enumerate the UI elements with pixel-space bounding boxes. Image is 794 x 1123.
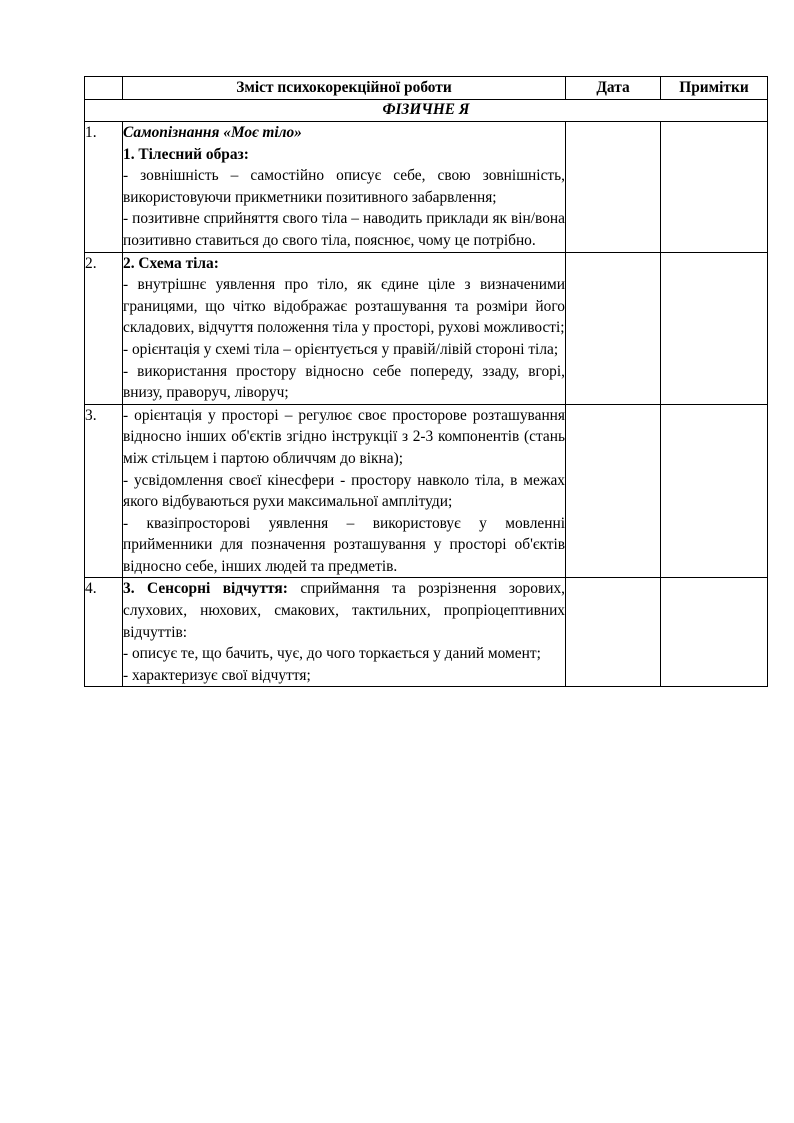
header-date: Дата [566, 77, 661, 100]
section-row [85, 100, 768, 122]
row-content [123, 578, 566, 687]
row-content [123, 122, 566, 253]
table-row [85, 252, 768, 404]
row-notes [661, 122, 768, 253]
row-subtitle: 2. Схема тіла: [123, 254, 219, 272]
row-title: Самопізнання «Моє тіло» [123, 124, 302, 141]
row-content [123, 252, 566, 404]
row-number: 2. [85, 252, 123, 404]
row-line: - характеризує свої відчуття; [123, 666, 311, 684]
row-subtitle-paragraph [123, 578, 565, 643]
row-subtitle: 3. Сенсорні відчуття: [123, 580, 288, 598]
row-subtitle: 1. Тілесний образ: [123, 145, 249, 163]
row-content [123, 404, 566, 578]
row-number: 4. [85, 578, 123, 687]
row-number: 3. [85, 404, 123, 578]
row-line: - орієнтація у просторі – регулює своє просторове розташування відносно інших об'єктів згідно інструкції з 2-3 компонентів (стань між стільцем і партою обличчям до вікна); [123, 406, 565, 467]
correction-plan-table [84, 76, 768, 687]
row-line: - використання простору відносно себе попереду, ззаду, вгорі, внизу, праворуч, ліворуч; [123, 362, 565, 402]
row-line: - позитивне сприйняття свого тіла – наводить приклади як він/вона позитивно ставиться до свого тіла, пояснює, чому це потрібно. [123, 210, 565, 249]
row-notes [661, 578, 768, 687]
table-row [85, 578, 768, 687]
row-subtitle-rest: сприймання та розрізнення зорових, слухових, нюхових, смакових, тактильних, пропріоцептивних відчуттів: [123, 580, 565, 641]
row-line: - описує те, що бачить, чує, до чого торкається у даний момент; [123, 645, 541, 663]
table-header-row [85, 77, 768, 100]
row-notes [661, 404, 768, 578]
row-notes [661, 252, 768, 404]
header-content: Зміст психокорекційної роботи [123, 77, 566, 100]
row-number: 1. [85, 122, 123, 253]
header-number [85, 77, 123, 100]
row-line: - квазіпросторові уявлення – використовує у мовленні прийменники для позначення розташування у просторі об'єктів відносно себе, інших людей та предметів. [123, 514, 565, 575]
table-row [85, 122, 768, 253]
row-line: - орієнтація у схемі тіла – орієнтується у правій/лівій стороні тіла; [123, 340, 559, 358]
table-row [85, 404, 768, 578]
row-date [566, 404, 661, 578]
row-line: - внутрішнє уявлення про тіло, як єдине ціле з визначеними границями, що чітко відображає розташування та розміри його складових, відчуття положення тіла у просторі, рухові можливості; [123, 276, 565, 337]
header-notes: Примітки [661, 77, 768, 100]
section-title: ФІЗИЧНЕ Я [85, 100, 768, 122]
row-date [566, 252, 661, 404]
row-line: - зовнішність – самостійно описує себе, свою зовнішність, використовуючи прикметники позитивного забарвлення; [123, 167, 565, 206]
row-line: - усвідомлення своєї кінесфери - простору навколо тіла, в межах якого відбуваються рухи максимальної амплітуди; [123, 471, 565, 511]
row-date [566, 578, 661, 687]
row-date [566, 122, 661, 253]
